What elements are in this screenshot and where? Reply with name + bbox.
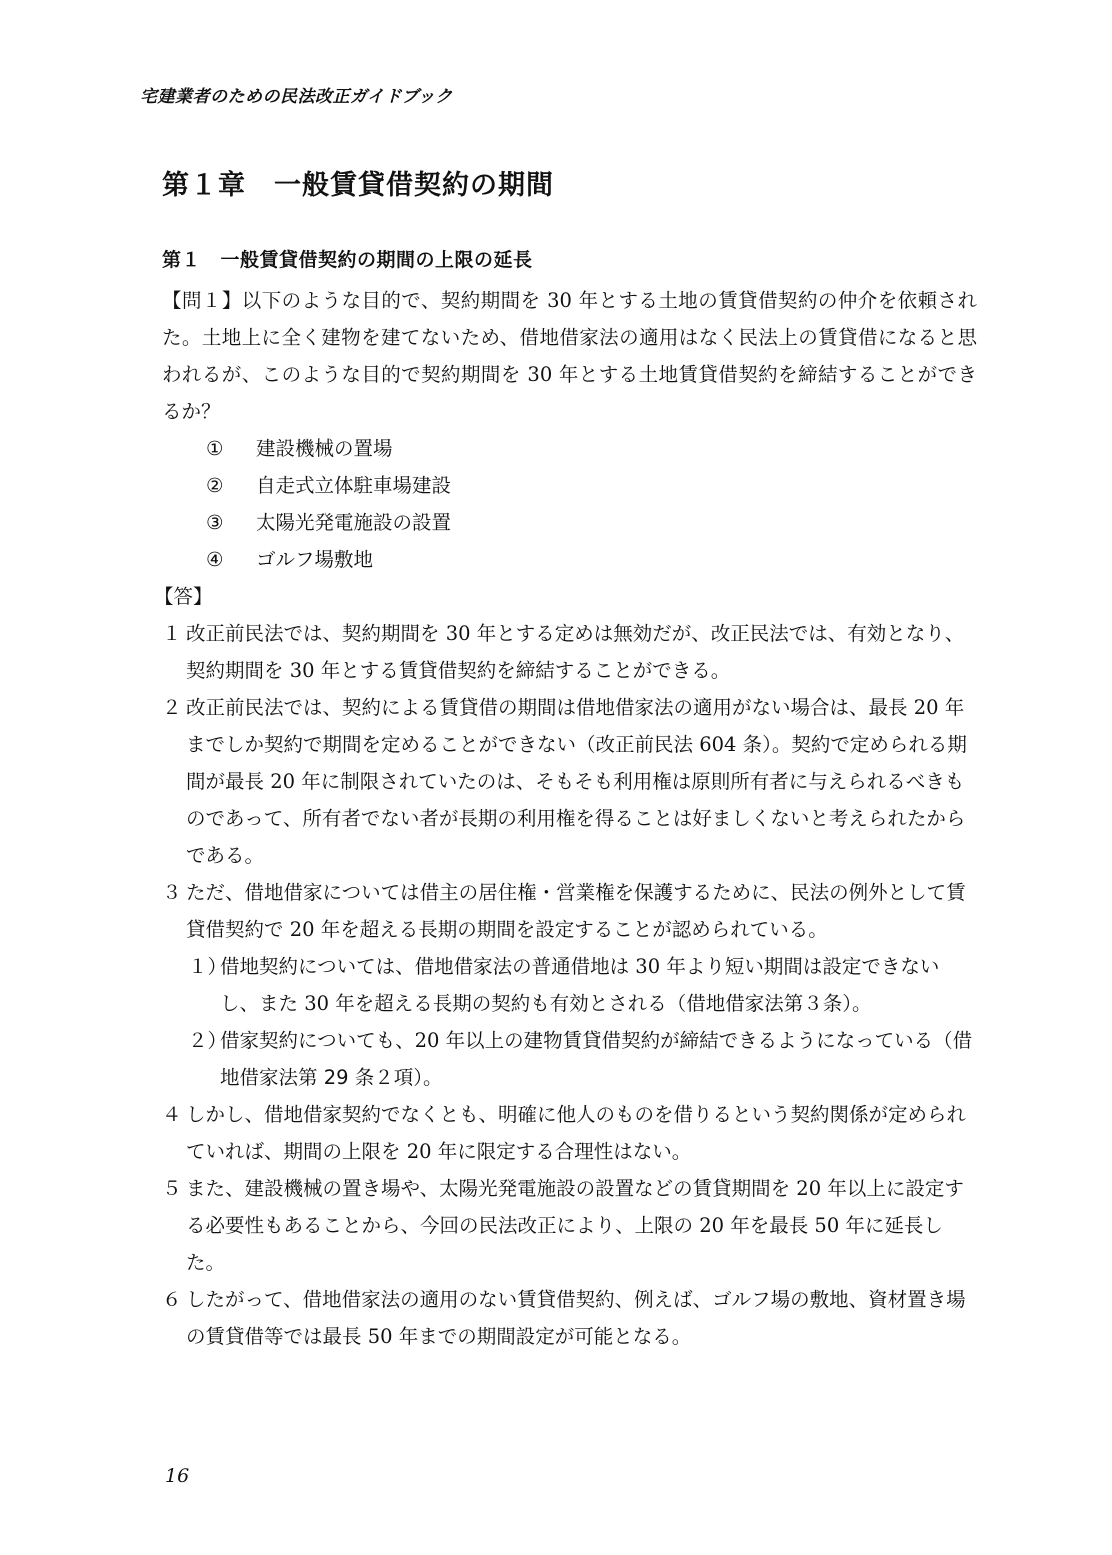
answer-sub-item-1: [162, 948, 977, 1022]
list-item-number: ③: [206, 511, 224, 534]
answer-text: また、建設機械の置き場や、太陽光発電施設の設置などの賃貸期間を 20 年以上に設定する必要性もあることから、今回の民法改正により、上限の 20 年を最長 50 年に延長した。: [186, 1177, 964, 1274]
answer-label: 【答】: [154, 585, 213, 608]
section-title: 第１ 一般賃貸借契約の期間の上限の延長: [162, 249, 533, 271]
document-body: [154, 282, 977, 1355]
list-item-text: 自走式立体駐車場建設: [256, 474, 452, 497]
answer-item-2: [162, 689, 977, 874]
list-item: [162, 504, 977, 541]
answer-text: 改正前民法では、契約による賃貸借の期間は借地借家法の適用がない場合は、最長 20 年までしか契約で期間を定めることができない（改正前民法 604 条）。契約で定められる期間が最長 20 年に制限されていたのは、そもそも利用権は原則所有者に与えられるべきものであって、所有者でない者が長期の利用権を得ることは好ましくないと考えられたからである。: [186, 696, 967, 867]
purpose-list: [162, 430, 977, 578]
answer-text: ）。: [413, 1066, 443, 1089]
answer-text: ただ、借地借家については借主の居住権・営業権を保護するために、民法の例外として賃貸借契約で 20 年を超える長期の期間を設定することが認められている。: [186, 881, 966, 941]
running-header: 宅建業者のための民法改正ガイドブック: [140, 87, 453, 107]
list-item-number: ①: [206, 437, 224, 460]
answer-item-4: [162, 1096, 977, 1170]
answer-number: ４: [162, 1103, 182, 1126]
list-item-text: 太陽光発電施設の設置: [256, 511, 452, 534]
answer-text: 借地契約については、借地借家法の普通借地は 30 年より短い期間は設定できないし、また 30 年を超える長期の契約も有効とされる（: [220, 955, 940, 1015]
law-reference: 借地借家法第３条: [686, 992, 843, 1015]
answer-text: ）。: [842, 992, 872, 1015]
list-item-text: 建設機械の置場: [256, 437, 393, 460]
answer-number: １）: [188, 955, 228, 978]
answer-number: １: [162, 622, 182, 645]
list-item-number: ④: [206, 548, 224, 571]
answer-item-6: [162, 1281, 977, 1355]
question-text: 【問１】以下のような目的で、契約期間を 30 年とする土地の賃貸借契約の仲介を依頼された。土地上に全く建物を建てないため、借地借家法の適用はなく民法上の賃貸借になると思われるが、このような目的で契約期間を 30 年とする土地賃貸借契約を締結することができるか？: [162, 289, 977, 423]
answer-item-5: [162, 1170, 977, 1281]
answer-number: ２）: [188, 1029, 228, 1052]
answer-text: しかし、借地借家契約でなくとも、明確に他人のものを借りるという契約関係が定められていれば、期間の上限を 20 年に限定する合理性はない。: [186, 1103, 967, 1163]
answer-number: ３: [162, 881, 182, 904]
answer-text: 借家契約についても、20 年以上の建物賃貸借契約が締結できるようになっている（: [220, 1029, 953, 1052]
answer-item-1: [162, 615, 977, 689]
answer-sub-item-2: [162, 1022, 977, 1096]
answer-number: ６: [162, 1288, 182, 1311]
list-item-number: ②: [206, 474, 224, 497]
list-item: [162, 430, 977, 467]
answer-item-3: [162, 874, 977, 948]
list-item: [162, 467, 977, 504]
law-reference: 借地借家法第 29 条２項: [220, 1029, 973, 1089]
answer-text: 改正前民法では、契約期間を 30 年とする定めは無効だが、改正民法では、有効となり、契約期間を 30 年とする賃貸借契約を締結することができる。: [186, 622, 965, 682]
answer-number: ５: [162, 1177, 182, 1200]
answer-number: ２: [162, 696, 182, 719]
chapter-title: 第１章 一般賃貸借契約の期間: [162, 170, 554, 201]
list-item-text: ゴルフ場敷地: [256, 548, 374, 571]
list-item: [162, 541, 977, 578]
answer-text: したがって、借地借家法の適用のない賃貸借契約、例えば、ゴルフ場の敷地、資材置き場の賃貸借等では最長 50 年までの期間設定が可能となる。: [186, 1288, 966, 1348]
page-number: 16: [165, 1465, 190, 1487]
